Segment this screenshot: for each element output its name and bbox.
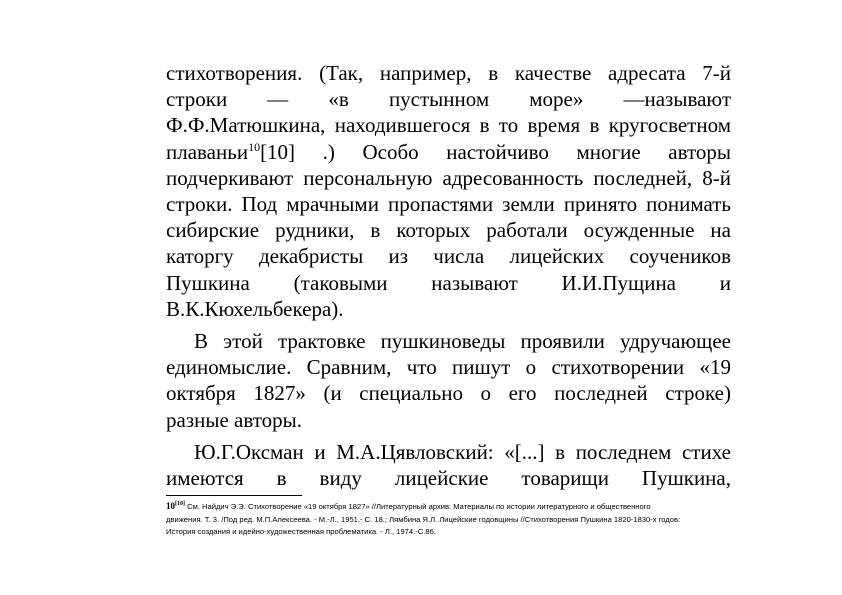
footnote-line: История создания и идейно-художественная проблематика. - Л., 1974.-С.86. [166, 527, 436, 536]
text-line: В.К.Кюхельбекера). [166, 296, 344, 321]
footnote-line [166, 500, 736, 514]
paragraph-2 [166, 328, 731, 433]
footnote-number-sup: [10] [175, 501, 185, 507]
text-line: Ф.Ф.Матюшкина, находившегося в то время в кругосветном [166, 113, 731, 138]
footnote-line: движения. Т. 3. /Под ред. М.П.Алексеева. - М.-Л., 1951.- С. 18.; Лямбина Я.Л. Лицейские годовщины //Стихотворения Пушкина 1820-1830-х годов: [166, 514, 681, 524]
body-text [166, 60, 731, 491]
text-line: строки — «в пустынном море» —называют [166, 87, 731, 112]
text-line: стихотворения. (Так, например, в качестве адресата 7-й [166, 61, 731, 85]
text-line: подчеркивают персональную адресованность последней, 8-й [166, 165, 731, 190]
footnote-ref[interactable]: 10 [248, 139, 261, 154]
text-line: строки. Под мрачными пропастями земли принято понимать [166, 192, 731, 217]
text-line: разные авторы. [166, 407, 303, 432]
footnote-text: См. Найдич Э.Э. Стихотворение «19 октября 1827» //Литературный архив: Материалы по истории литературного и общественного [187, 502, 651, 511]
text-fragment: плаваньи [166, 139, 249, 164]
text-line: Пушкина (таковыми называют И.И.Пущина и [166, 270, 731, 295]
text-line: единомыслие. Сравним, что пишут о стихотворении «19 [166, 355, 731, 380]
text-line: Ю.Г.Оксман и М.А.Цявловский: «[...] в последнем стихе [194, 439, 731, 464]
paragraph-3 [166, 439, 731, 491]
footnote-separator [166, 495, 302, 496]
text-line-with-footnote-ref [166, 139, 731, 165]
text-line: октября 1827» (и специально о его последней строке) [166, 381, 731, 406]
footnote [166, 500, 736, 539]
footnote-number-text: 10 [166, 501, 175, 511]
paragraph-1 [166, 60, 731, 322]
text-line: В этой трактовке пушкиноведы проявили удручающее [194, 329, 731, 354]
text-line: сибирские рудники, в которых работали осужденные на [166, 218, 731, 243]
text-line: имеются в виду лицейские товарищи Пушкина, [166, 466, 731, 491]
text-fragment: [10] .) Особо настойчиво многие авторы [260, 139, 731, 164]
footnote-number [166, 501, 185, 511]
text-line: каторгу декабристы из числа лицейских соучеников [166, 244, 731, 269]
